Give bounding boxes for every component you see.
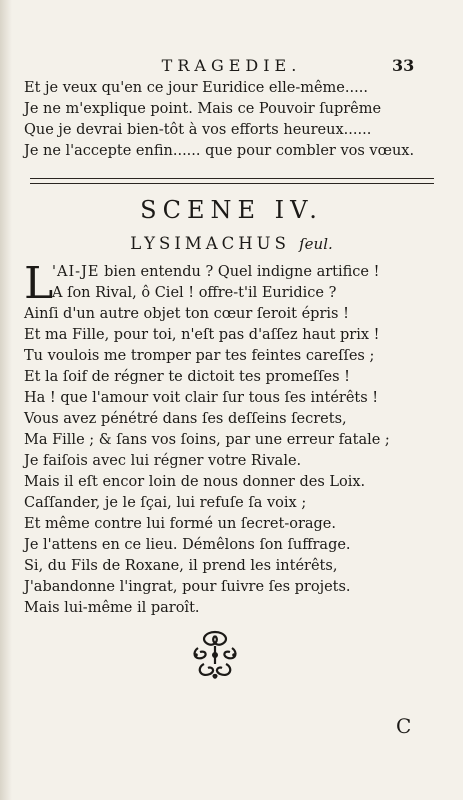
verse-line: Tu voulois me tromper par tes feintes careſſes ; bbox=[24, 348, 375, 364]
verse-line: Vous avez pénétré dans ſes deſſeins ſecrets, bbox=[24, 411, 347, 427]
verse-line: Je ne l'accepte enfin...... que pour combler vos vœux. bbox=[24, 143, 415, 159]
fleuron-ornament-icon bbox=[190, 628, 240, 682]
page-gutter bbox=[0, 0, 12, 800]
verse-line: Je l'attens en ce lieu. Démêlons ſon ſuffrage. bbox=[24, 537, 351, 553]
verse-line: Ma Fille ; & ſans vos ſoins, par une erreur fatale ; bbox=[24, 432, 390, 448]
character-heading bbox=[0, 234, 463, 253]
catchword: C bbox=[396, 714, 412, 738]
verse-line: Et même contre lui formé un ſecret-orage. bbox=[24, 516, 336, 532]
running-head: TRAGEDIE. bbox=[161, 56, 302, 75]
verse-line: Et la ſoif de régner te dictoit tes promeſſes ! bbox=[24, 369, 350, 385]
page-number: 33 bbox=[392, 56, 415, 75]
verse-line: Je ne m'explique point. Mais ce Pouvoir ſuprême bbox=[24, 101, 382, 117]
verse-line: Mais il eſt encor loin de nous donner des Loix. bbox=[24, 474, 366, 490]
verse-line: Si, du Fils de Roxane, il prend les intérêts, bbox=[24, 558, 338, 574]
verse-line: Je faiſois avec lui régner votre Rivale. bbox=[24, 453, 302, 469]
first-word-caps: 'AI-JE bbox=[52, 264, 100, 280]
verse-line: Ha ! que l'amour voit clair ſur tous ſes intérêts ! bbox=[24, 390, 379, 406]
verse-line: A ſon Rival, ô Ciel ! offre-t'il Euridice ? bbox=[52, 285, 337, 301]
verse-line: Caſſander, je le ſçai, lui refuſe ſa voix ; bbox=[24, 495, 307, 511]
verse-block-top bbox=[24, 78, 414, 162]
stage-direction: ſeul. bbox=[299, 235, 333, 253]
first-line-text: bien entendu ? Quel indigne artifice ! bbox=[99, 264, 380, 280]
speech-block bbox=[24, 258, 390, 619]
verse-line: J'abandonne l'ingrat, pour ſuivre ſes projets. bbox=[24, 579, 351, 595]
character-name: LYSIMACHUS bbox=[130, 234, 290, 253]
verse-line: Ainſi d'un autre objet ton cœur ſeroit épris ! bbox=[24, 306, 349, 322]
verse-line: Mais lui-même il paroît. bbox=[24, 600, 200, 616]
drop-cap: L bbox=[24, 258, 54, 309]
section-rule bbox=[30, 178, 434, 184]
verse-line: Que je devrai bien-tôt à vos efforts heureux...... bbox=[24, 122, 372, 138]
scene-title: SCENE IV. bbox=[140, 196, 323, 224]
verse-line: Et ma Fille, pour toi, n'eſt pas d'aſſez haut prix ! bbox=[24, 327, 380, 343]
verse-line-first bbox=[24, 262, 390, 283]
verse-line: Et je veux qu'en ce jour Euridice elle-même..... bbox=[24, 80, 368, 96]
